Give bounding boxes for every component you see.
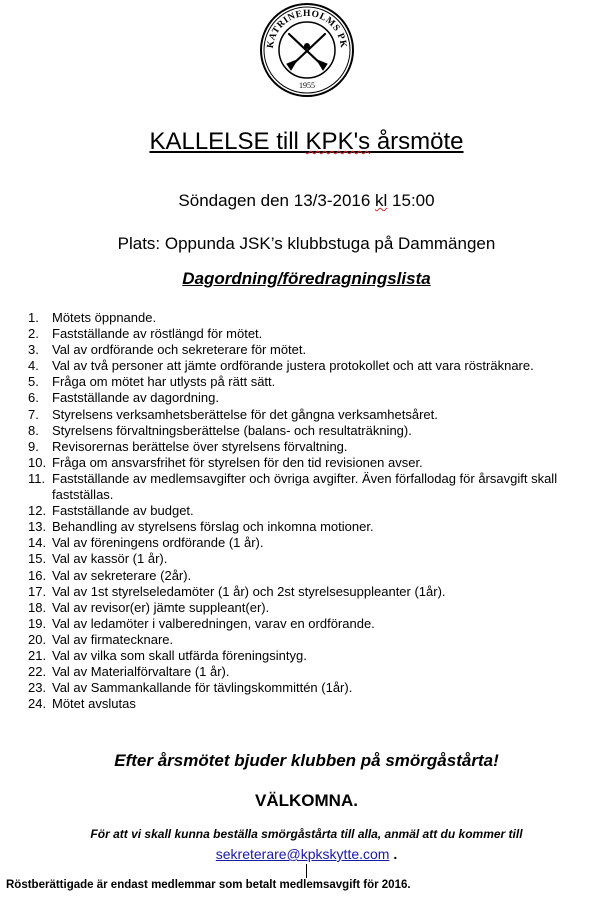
agenda-item-text: Fastställande av budget. xyxy=(52,503,194,519)
agenda-item-number: 21. xyxy=(28,647,47,663)
page-title xyxy=(0,126,613,158)
agenda-item-number: 22. xyxy=(28,664,47,680)
logo-year: 1955 xyxy=(299,81,315,90)
agenda-item xyxy=(28,696,598,712)
agenda-item-number: 2. xyxy=(28,326,39,342)
date-flagged-word: kl xyxy=(375,191,388,210)
agenda-item-number: 1. xyxy=(28,310,39,325)
agenda-item-text: Fråga om ansvarsfrihet för styrelsen för den tid revisionen avser. xyxy=(52,454,423,470)
agenda-item-number: 15. xyxy=(28,551,47,567)
agenda-item-text: Val av kassör (1 år). xyxy=(52,551,168,567)
agenda-item-text: Val av ledamöter i valberedningen, varav en ordförande. xyxy=(52,615,375,631)
agenda-item-number: 3. xyxy=(28,342,39,358)
agenda-item xyxy=(28,471,598,503)
email-line xyxy=(0,845,613,863)
title-prefix: KALLELSE till xyxy=(149,128,306,155)
meeting-place: Plats: Oppunda JSK’s klubbstuga på Dammängen xyxy=(117,234,496,253)
crossed-rifles-icon xyxy=(287,34,327,70)
agenda-item xyxy=(28,519,598,535)
agenda-item xyxy=(28,568,598,584)
agenda-item xyxy=(28,455,598,471)
agenda-item xyxy=(28,374,598,390)
title-suffix: årsmöte xyxy=(370,128,464,155)
agenda-item xyxy=(28,664,598,680)
agenda-item-text: Val av vilka som skall utfärda föreningsintyg. xyxy=(52,647,307,663)
agenda-item xyxy=(28,358,598,374)
agenda-item-text: Val av sekreterare (2år). xyxy=(52,567,192,583)
agenda-item-text: Behandling av styrelsens förslag och inkomna motioner. xyxy=(52,519,374,535)
agenda-item-text: Val av två personer att jämte ordförande justera protokollet och att vara rösträknare. xyxy=(52,358,534,374)
agenda-item-number: 19. xyxy=(28,615,47,631)
agenda-item-text: Val av firmatecknare. xyxy=(52,631,174,647)
agenda-item-text: Val av 1st styrelseledamöter (1 år) och 2st styrelsesuppleanter (1år). xyxy=(52,583,446,599)
agenda-item-text: Val av Materialförvaltare (1 år). xyxy=(52,664,230,680)
agenda-item-number: 10. xyxy=(28,454,47,470)
agenda-item-number: 5. xyxy=(28,374,39,390)
agenda-item-text: Fråga om mötet har utlysts på rätt sätt. xyxy=(52,374,276,390)
agenda-item-number: 17. xyxy=(28,583,47,599)
agenda-item-number: 12. xyxy=(28,503,47,519)
agenda-item-number: 9. xyxy=(28,438,39,454)
agenda-item xyxy=(28,551,598,567)
agenda-item-number: 4. xyxy=(28,358,39,374)
agenda-item xyxy=(28,632,598,648)
title-flagged-word: KPK's xyxy=(305,128,371,155)
text-cursor xyxy=(306,864,307,878)
agenda-item-number: 24. xyxy=(28,696,47,712)
agenda-item-text: Mötet avslutas xyxy=(52,696,136,712)
email-suffix: . xyxy=(389,846,398,862)
agenda-item-number: 16. xyxy=(28,567,47,583)
agenda-item-number: 11. xyxy=(28,470,46,486)
agenda-item xyxy=(28,616,598,632)
agenda-item-number: 8. xyxy=(28,422,39,438)
email-link[interactable]: sekreterare@kpkskytte.com xyxy=(215,846,390,862)
agenda-item-text: Val av föreningens ordförande (1 år). xyxy=(52,535,264,551)
date-suffix: 15:00 xyxy=(387,191,435,210)
agenda-item-text: Mötets öppnande. xyxy=(52,310,157,325)
club-seal xyxy=(259,2,355,98)
welcome-text: VÄLKOMNA. xyxy=(255,791,358,810)
agenda-item-number: 7. xyxy=(28,406,39,422)
agenda-item xyxy=(28,326,598,342)
agenda-item xyxy=(28,648,598,664)
club-logo xyxy=(259,2,355,98)
agenda-item-number: 23. xyxy=(28,680,47,696)
agenda-item xyxy=(28,390,598,406)
agenda-item-text: Val av ordförande och sekreterare för mötet. xyxy=(52,342,307,358)
agenda-item-number: 13. xyxy=(28,519,47,535)
footer-note: Röstberättigade är endast medlemmar som betalt medlemsavgift för 2016. xyxy=(6,879,411,891)
agenda-item xyxy=(28,503,598,519)
agenda-item-number: 6. xyxy=(28,390,39,406)
agenda-item-text: Styrelsens verksamhetsberättelse för det gångna verksamhetsåret. xyxy=(52,406,438,422)
agenda-item xyxy=(28,439,598,455)
agenda-item-number: 18. xyxy=(28,599,47,615)
agenda-list xyxy=(28,310,598,712)
agenda-item-text: Fastställande av dagordning. xyxy=(52,390,219,406)
agenda-item xyxy=(28,407,598,423)
agenda-item-text: Fastställande av röstlängd för mötet. xyxy=(52,326,263,342)
agenda-item-text: Val av Sammankallande för tävlingskommittén (1år). xyxy=(52,680,353,696)
after-meeting-note: Efter årsmötet bjuder klubben på smörgåstårta! xyxy=(114,751,499,770)
agenda-item xyxy=(28,423,598,439)
agenda-heading: Dagordning/föredragningslista xyxy=(182,269,431,288)
meeting-date xyxy=(0,190,613,212)
order-note: För att vi skall kunna beställa smörgåstårta till alla, anmäl att du kommer till xyxy=(90,827,523,841)
agenda-item xyxy=(28,535,598,551)
agenda-item xyxy=(28,680,598,696)
agenda-item xyxy=(28,584,598,600)
agenda-item-number: 20. xyxy=(28,631,47,647)
agenda-item-text: Revisorernas berättelse över styrelsens förvaltning. xyxy=(52,438,348,454)
agenda-item xyxy=(28,342,598,358)
agenda-item-text: Val av revisor(er) jämte suppleant(er). xyxy=(52,599,270,615)
logo-ring-text: KATRINEHOLMS PK xyxy=(265,9,349,50)
agenda-item-number: 14. xyxy=(28,535,47,551)
agenda-item xyxy=(28,600,598,616)
agenda-item xyxy=(28,310,598,326)
agenda-item-text: Styrelsens förvaltningsberättelse (balans- och resultaträkning). xyxy=(52,422,412,438)
date-prefix: Söndagen den 13/3-2016 xyxy=(178,191,376,210)
agenda-item-text: Fastställande av medlemsavgifter och övriga avgifter. Även förfallodag för årsavgift skall fastställas. xyxy=(52,470,558,503)
